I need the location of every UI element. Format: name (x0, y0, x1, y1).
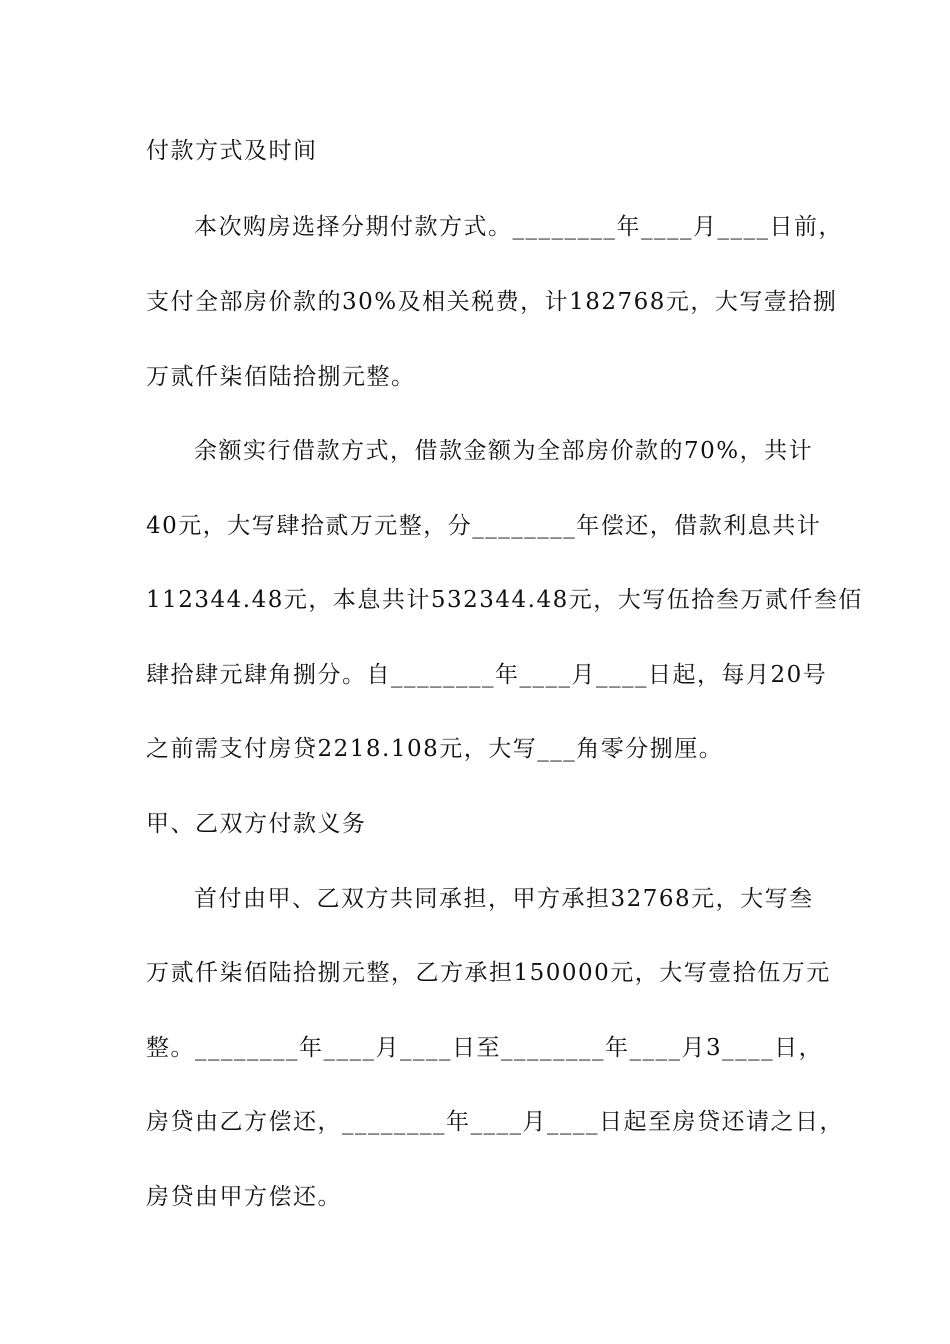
paragraph-line: 首付由甲、乙双方共同承担，甲方承担32768元，大写叁 (194, 886, 814, 912)
paragraph-line: 112344.48元，本息共计532344.48元，大写伍拾叁万贰仟叁佰 (146, 587, 863, 613)
paragraph-line: 40元，大写肆拾贰万元整，分________年偿还，借款利息共计 (146, 513, 822, 539)
paragraph-line: 支付全部房价款的30%及相关税费，计182768元，大写壹拾捌 (146, 289, 838, 315)
section-heading: 付款方式及时间 (146, 138, 318, 164)
paragraph-line: 本次购房选择分期付款方式。________年____月____日前， (194, 214, 843, 240)
paragraph-line: 整。________年____月____日至________年____月3____日， (146, 1035, 824, 1061)
paragraph-line: 房贷由甲方偿还。 (146, 1184, 342, 1210)
section-heading: 甲、乙双方付款义务 (146, 811, 367, 837)
paragraph-line: 余额实行借款方式，借款金额为全部房价款的70%，共计 (194, 438, 814, 464)
paragraph-line: 肆拾肆元肆角捌分。自________年____月____日起，每月20号 (146, 662, 828, 688)
paragraph-line: 房贷由乙方偿还，________年____月____日起至房贷还请之日， (146, 1109, 844, 1135)
paragraph-line: 之前需支付房贷2218.108元，大写___角零分捌厘。 (146, 736, 724, 762)
paragraph-line: 万贰仟柒佰陆拾捌元整。 (146, 364, 416, 390)
paragraph-line: 万贰仟柒佰陆拾捌元整，乙方承担150000元，大写壹拾伍万元 (146, 960, 831, 986)
